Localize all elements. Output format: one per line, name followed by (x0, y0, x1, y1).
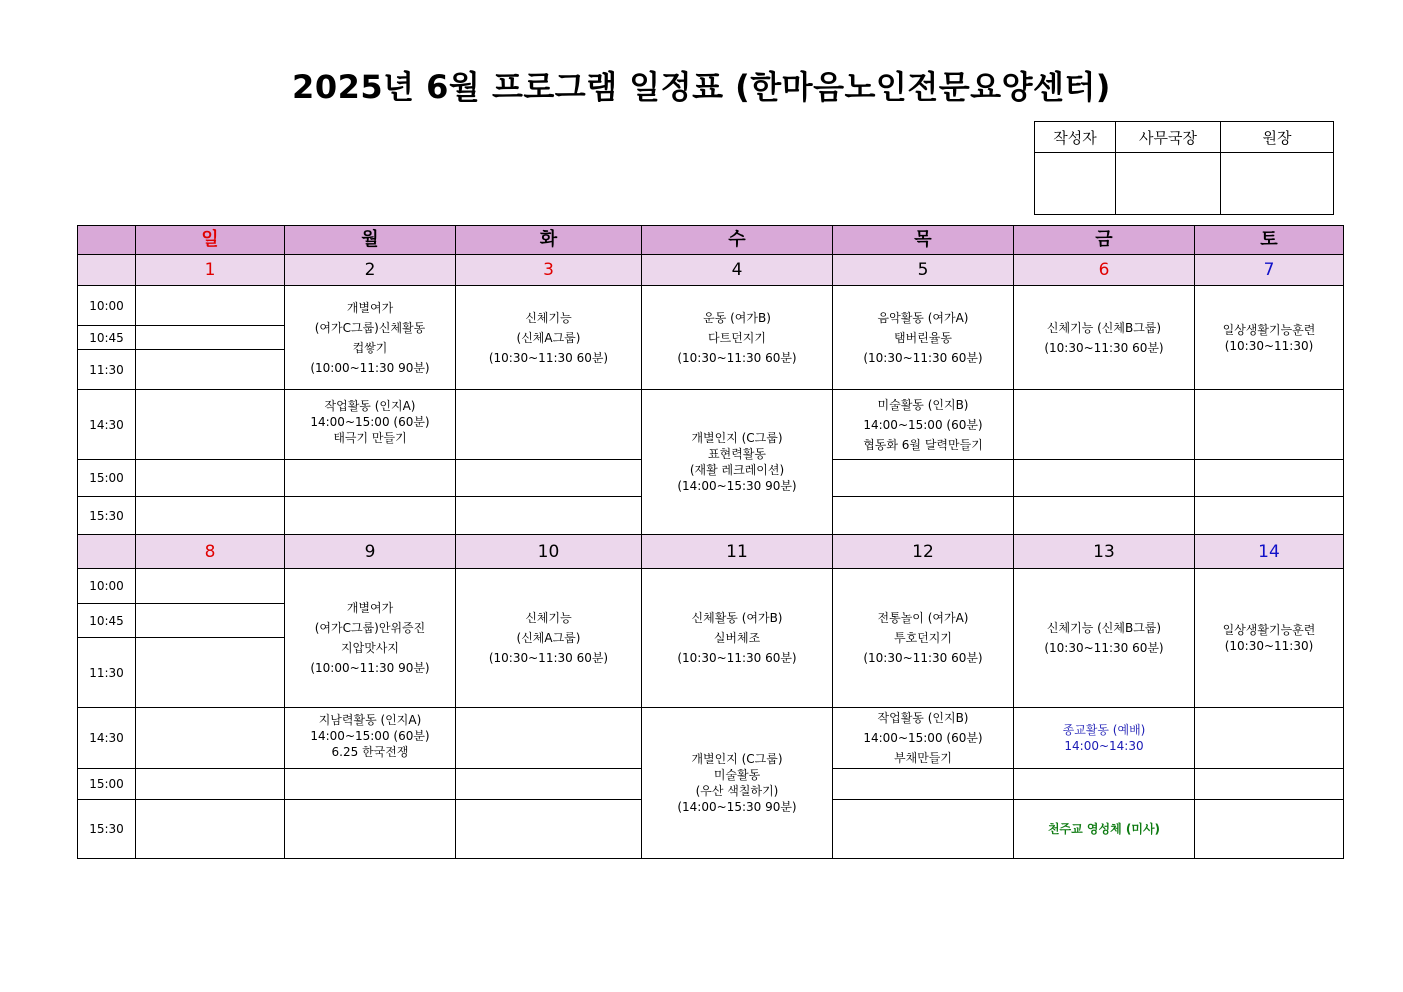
date-cell: 11 (642, 535, 833, 569)
empty-cell (136, 800, 285, 859)
empty-cell (285, 769, 456, 800)
day-sat: 토 (1195, 226, 1344, 255)
date-cell: 6 (1014, 255, 1195, 286)
activity-line: 6.25 한국전쟁 (331, 745, 409, 759)
activity-line: 지압맛사지 (341, 641, 399, 655)
empty-cell (285, 460, 456, 497)
date-cell: 3 (456, 255, 642, 286)
activity-line: (10:00~11:30 90분) (310, 661, 430, 675)
day-thu: 목 (833, 226, 1014, 255)
schedule-table (77, 225, 1344, 859)
activity-cell (1014, 569, 1195, 708)
activity-line: 14:00~15:00 (60분) (310, 415, 430, 429)
empty-cell (1195, 800, 1344, 859)
activity-cell (642, 390, 833, 535)
empty-cell (833, 800, 1014, 859)
activity-line: 표현력활동 (708, 447, 766, 461)
empty-cell (456, 800, 642, 859)
time-label: 10:45 (78, 326, 136, 350)
empty-cell (456, 769, 642, 800)
activity-cell (456, 286, 642, 390)
empty-cell (833, 769, 1014, 800)
empty-cell (1195, 460, 1344, 497)
empty-cell (1014, 497, 1195, 535)
activity-line: (10:30~11:30 60분) (677, 651, 797, 665)
activity-line: (신체A그룹) (516, 330, 581, 345)
time-row (78, 708, 1344, 769)
empty-cell (1014, 390, 1195, 460)
time-label: 15:00 (78, 460, 136, 497)
empty-cell (136, 638, 285, 708)
activity-line: 컵쌓기 (352, 340, 388, 355)
activity-line: 신체기능 (525, 611, 572, 625)
empty-cell (285, 800, 456, 859)
activity-line: 신체기능 (525, 310, 572, 325)
activity-line: 14:00~15:00 (60분) (863, 731, 983, 745)
activity-line: 신체기능 (신체B그룹) (1046, 621, 1162, 635)
empty-cell (456, 390, 642, 460)
activity-cell (642, 569, 833, 708)
activity-line: 작업활동 (인지B) (877, 711, 969, 725)
activity-line: 실버체조 (713, 631, 761, 645)
empty-cell (833, 497, 1014, 535)
day-header-row (78, 226, 1344, 255)
date-row-week1 (78, 255, 1344, 286)
approval-secretary-sign[interactable] (1116, 153, 1221, 215)
empty-cell (136, 708, 285, 769)
activity-line: 태극기 만들기 (333, 431, 407, 445)
empty-cell (1195, 497, 1344, 535)
empty-cell (1014, 460, 1195, 497)
activity-line: (신체A그룹) (516, 631, 581, 645)
empty-cell (136, 286, 285, 326)
empty-cell (1195, 390, 1344, 460)
date-cell: 2 (285, 255, 456, 286)
activity-line: (10:30~11:30) (1224, 338, 1314, 353)
activity-cell (642, 286, 833, 390)
corner-cell (78, 226, 136, 255)
date-cell: 13 (1014, 535, 1195, 569)
date-cell: 8 (136, 535, 285, 569)
empty-cell (1195, 708, 1344, 769)
time-label: 15:30 (78, 800, 136, 859)
activity-line: (10:30~11:30 60분) (677, 350, 797, 365)
time-row (78, 390, 1344, 460)
activity-line: 14:00~14:30 (1064, 739, 1144, 753)
activity-line: 미술활동 (713, 768, 761, 782)
activity-line: (우산 색칠하기) (695, 784, 779, 798)
time-row (78, 569, 1344, 604)
date-corner (78, 535, 136, 569)
activity-line: 신체활동 (여가B) (691, 611, 783, 625)
activity-line: 부채만들기 (894, 751, 952, 765)
activity-line: 작업활동 (인지A) (324, 399, 416, 413)
page-title: 2025년 6월 프로그램 일정표 (한마음노인전문요양센터) (292, 68, 1111, 106)
approval-writer-sign[interactable] (1035, 153, 1116, 215)
date-corner (78, 255, 136, 286)
time-label: 11:30 (78, 350, 136, 390)
empty-cell (1195, 769, 1344, 800)
day-fri: 금 (1014, 226, 1195, 255)
activity-line: 탬버린율동 (894, 330, 952, 345)
date-cell: 4 (642, 255, 833, 286)
activity-cell (285, 708, 456, 769)
empty-cell (136, 390, 285, 460)
activity-cell (1195, 286, 1344, 390)
activity-line: 협동화 6월 달력만들기 (863, 437, 983, 452)
time-label: 10:45 (78, 604, 136, 638)
empty-cell (136, 569, 285, 604)
date-cell: 10 (456, 535, 642, 569)
activity-cell (285, 569, 456, 708)
activity-cell (285, 286, 456, 390)
activity-line: 일상생활기능훈련 (1222, 623, 1316, 637)
activity-line: 다트던지기 (708, 330, 766, 345)
empty-cell (136, 326, 285, 350)
date-cell: 9 (285, 535, 456, 569)
activity-line: 14:00~15:00 (60분) (863, 417, 983, 432)
activity-cell (833, 569, 1014, 708)
date-cell: 7 (1195, 255, 1344, 286)
empty-cell (456, 497, 642, 535)
time-label: 10:00 (78, 286, 136, 326)
activity-line: 운동 (여가B) (703, 310, 771, 325)
empty-cell (456, 708, 642, 769)
day-mon: 월 (285, 226, 456, 255)
activity-line: 개별여가 (346, 300, 394, 315)
activity-cell (642, 708, 833, 859)
empty-cell (456, 460, 642, 497)
activity-cell (456, 569, 642, 708)
activity-cell (1195, 569, 1344, 708)
time-row (78, 286, 1344, 326)
activity-line: 투호던지기 (894, 631, 952, 645)
activity-line: 신체기능 (신체B그룹) (1046, 320, 1162, 335)
activity-cell (833, 708, 1014, 769)
activity-line: (10:30~11:30 60분) (488, 651, 609, 665)
time-label: 15:30 (78, 497, 136, 535)
activity-line: (여가C그룹)신체활동 (314, 320, 426, 335)
approval-director-sign[interactable] (1221, 153, 1334, 215)
empty-cell (136, 769, 285, 800)
mass-activity-cell: 천주교 영성체 (미사) (1014, 800, 1195, 859)
empty-cell (136, 460, 285, 497)
day-tue: 화 (456, 226, 642, 255)
activity-line: (재활 레크레이션) (689, 463, 785, 477)
day-wed: 수 (642, 226, 833, 255)
empty-cell (833, 460, 1014, 497)
activity-line: 종교활동 (예배) (1062, 723, 1146, 737)
date-cell: 14 (1195, 535, 1344, 569)
activity-line: 음악활동 (여가A) (877, 310, 969, 325)
activity-line: (10:30~11:30 60분) (863, 651, 983, 665)
time-label: 14:30 (78, 390, 136, 460)
time-label: 15:00 (78, 769, 136, 800)
activity-line: (10:30~11:30 60분) (488, 350, 609, 365)
activity-line: (10:30~11:30) (1224, 639, 1314, 653)
date-cell: 5 (833, 255, 1014, 286)
activity-line: (14:00~15:30 90분) (677, 800, 797, 814)
activity-cell (833, 286, 1014, 390)
activity-cell-religion (1014, 708, 1195, 769)
activity-line: 전통놀이 (여가A) (877, 611, 969, 625)
activity-cell (285, 390, 456, 460)
activity-line: 지남력활동 (인지A) (318, 713, 422, 727)
activity-line: 개별여가 (346, 601, 394, 615)
approval-secretary-label: 사무국장 (1116, 122, 1221, 153)
time-label: 10:00 (78, 569, 136, 604)
activity-cell (1014, 286, 1195, 390)
date-cell: 12 (833, 535, 1014, 569)
activity-line: 개별인지 (C그룹) (691, 752, 783, 766)
date-cell: 1 (136, 255, 285, 286)
activity-line: (10:30~11:30 60분) (863, 350, 983, 365)
time-label: 11:30 (78, 638, 136, 708)
empty-cell (136, 604, 285, 638)
empty-cell (136, 350, 285, 390)
empty-cell (136, 497, 285, 535)
activity-line: 일상생활기능훈련 (1222, 322, 1316, 337)
activity-line: (10:00~11:30 90분) (310, 360, 430, 375)
activity-line: 14:00~15:00 (60분) (310, 729, 430, 743)
day-sun: 일 (136, 226, 285, 255)
activity-cell (833, 390, 1014, 460)
activity-line: (10:30~11:30 60분) (1044, 641, 1164, 655)
activity-line: (14:00~15:30 90분) (677, 479, 797, 493)
date-row-week2 (78, 535, 1344, 569)
activity-line: (여가C그룹)안위증진 (314, 621, 426, 635)
empty-cell (1014, 769, 1195, 800)
approval-writer-label: 작성자 (1035, 122, 1116, 153)
empty-cell (285, 497, 456, 535)
activity-line: 개별인지 (C그룹) (691, 431, 783, 445)
approval-box (1034, 121, 1334, 215)
activity-line: 미술활동 (인지B) (877, 397, 969, 412)
time-label: 14:30 (78, 708, 136, 769)
activity-line: (10:30~11:30 60분) (1044, 340, 1164, 355)
approval-director-label: 원장 (1221, 122, 1334, 153)
